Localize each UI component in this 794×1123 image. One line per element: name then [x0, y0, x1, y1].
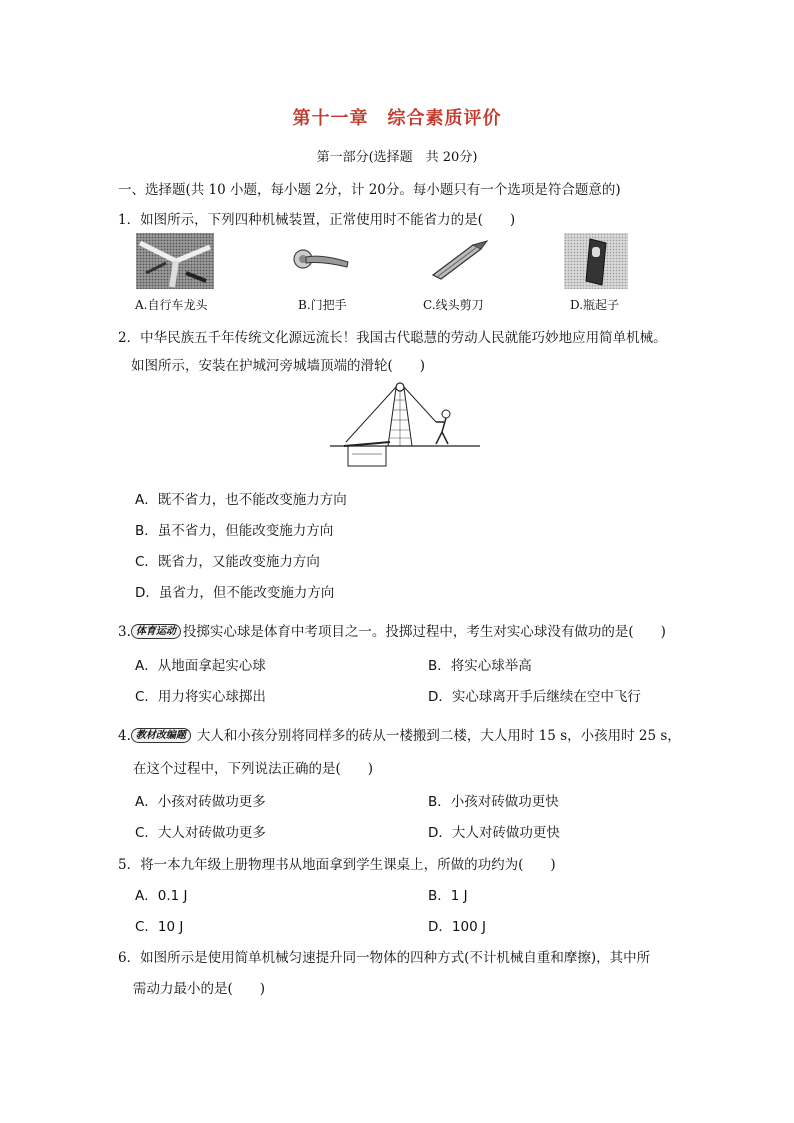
q1-caption-d: D.瓶起子 [570, 298, 620, 312]
q1-stem: 1．如图所示，下列四种机械装置，正常使用时不能省力的是( ) [118, 212, 516, 228]
q4-option-a: A．小孩对砖做功更多 [135, 794, 266, 810]
q1-caption-b: B.门把手 [298, 298, 347, 312]
thread-scissors-image [427, 239, 491, 283]
bottle-opener-image [564, 233, 628, 289]
q5-option-c: C．10 J [135, 919, 184, 935]
q2-stem-line2: 如图所示，安装在护城河旁城墙顶端的滑轮( ) [131, 358, 426, 374]
q4-stem-line2: 在这个过程中，下列说法正确的是( ) [133, 761, 374, 777]
door-handle-image [292, 246, 350, 272]
q1-caption-a: A.自行车龙头 [135, 298, 208, 312]
q1-caption-c: C.线头剪刀 [423, 298, 484, 312]
q4-stem-row [118, 724, 681, 744]
part-subtitle: 第一部分(选择题 共 20分) [316, 150, 478, 165]
q5-option-a: A．0.1 J [135, 888, 188, 904]
q4-number: 4. [118, 728, 131, 744]
q3-option-a: A．从地面拿起实心球 [135, 658, 266, 674]
section-header: 一、选择题(共 10 小题，每小题 2分，计 20分。每小题只有一个选项是符合题意的) [118, 182, 621, 198]
q4-option-d: D．大人对砖做功更快 [428, 825, 560, 841]
q2-option-a: A．既不省力，也不能改变施力方向 [135, 492, 347, 508]
q4-option-c: C．大人对砖做功更多 [135, 825, 266, 841]
q4-option-b: B．小孩对砖做功更快 [428, 794, 559, 810]
q5-stem: 5．将一本九年级上册物理书从地面拿到学生课桌上，所做的功约为( ) [118, 857, 556, 873]
q3-option-c: C．用力将实心球掷出 [135, 689, 266, 705]
q2-option-c: C．既省力，又能改变施力方向 [135, 554, 320, 570]
page-title: 第十一章 综合素质评价 [292, 108, 502, 129]
q5-option-b: B．1 J [428, 888, 468, 904]
q3-stem: 投掷实心球是体育中考项目之一。投掷过程中，考生对实心球没有做功的是( ) [182, 624, 666, 640]
q2-stem-line1: 2．中华民族五千年传统文化源远流长！我国古代聪慧的劳动人民就能巧妙地应用简单机械。 [118, 330, 667, 346]
city-wall-pulley-image [330, 380, 480, 472]
q3-stem-row [118, 620, 666, 640]
textbook-adapted-badge: 教材改编题 [131, 728, 191, 743]
q3-option-d: D．实心球离开手后继续在空中飞行 [428, 689, 641, 705]
q3-option-b: B．将实心球举高 [428, 658, 532, 674]
q2-option-d: D．虽省力，但不能改变施力方向 [135, 585, 335, 601]
q6-stem-line1: 6．如图所示是使用简单机械匀速提升同一物体的四种方式(不计机械自重和摩擦)，其中所 [118, 950, 651, 966]
q4-stem-line1: 大人和小孩分别将同样多的砖从一楼搬到二楼，大人用时 15 s，小孩用时 25 s， [196, 728, 681, 744]
q5-option-d: D．100 J [428, 919, 486, 935]
q6-stem-line2: 需动力最小的是( ) [133, 981, 266, 997]
q2-option-b: B．虽不省力，但能改变施力方向 [135, 523, 334, 539]
sports-badge: 体育运动 [131, 624, 181, 639]
q3-number: 3. [118, 624, 131, 640]
bicycle-handlebar-image [136, 233, 214, 289]
